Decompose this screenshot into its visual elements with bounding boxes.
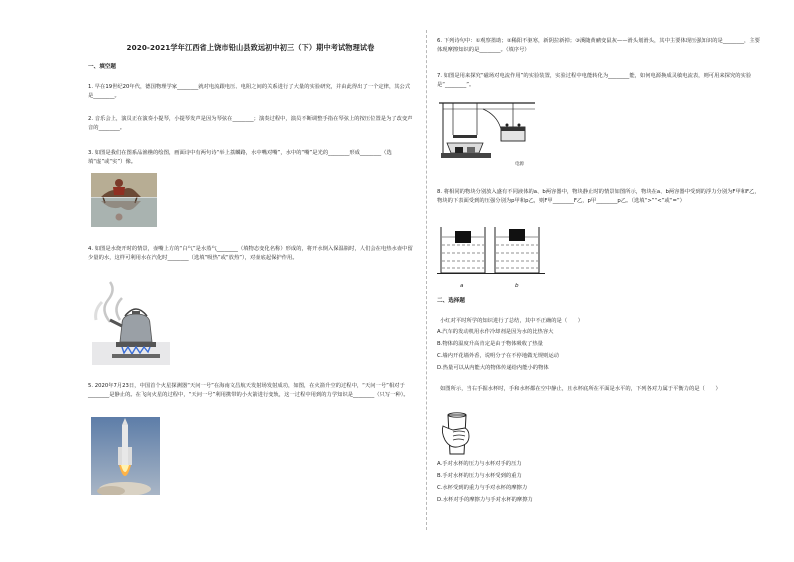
- exam-title: 2020-2021学年江西省上饶市铅山县致远初中初三（下）期中考试物理试卷: [126, 43, 375, 52]
- container-a-label: a: [460, 283, 464, 289]
- question-10: 如图所示，当右手握水杯时，手和水杯都在空中静止，且水杯底所在平面是水平的，下列各对力属于平衡力的是（ ）: [440, 386, 721, 392]
- motor-apparatus-figure: [437, 95, 537, 167]
- horse-rider-figure: [91, 173, 157, 227]
- question-9-option-a: A.汽车的发动机用水作冷却剂是因为水的比热容大: [437, 329, 554, 335]
- question-10-option-c: C.水杯受到的重力与手对水杯的摩擦力: [437, 485, 528, 491]
- buoyancy-containers-figure: [437, 223, 545, 281]
- question-10-option-a: A.手对水杯的压力与水杯对手的压力: [437, 461, 522, 467]
- question-6: 6. 下列诗句中：①观察墨助；②稀阳不驱寒，新阴拉新掉；③溪随黄鹂变鼠灰——滑头划滑头，其中主要体现压强知识的是________，主要体现摩擦知识的是________。（填序号）: [437, 38, 760, 54]
- rocket-launch-figure: [91, 417, 160, 495]
- power-source-label: 电源: [515, 162, 524, 167]
- question-9-option-d: D.热量可以从内能大的物体传递给内能小的物体: [437, 365, 549, 371]
- section-multiple-choice: 二、选择题: [437, 298, 465, 304]
- section-fill-in: 一、填空题: [88, 64, 116, 70]
- question-9: 小红对平时所学的知识进行了总结，其中不正确的是（ ）: [440, 318, 584, 324]
- question-3: 3. 如图是我们在图系品渔樵的绘图，画面诗中有两句诗“举上荔麟路，水中嘴对嘴”，水中的“嘴”是光的________形成________（选填“虚”或“实”）像。: [88, 150, 392, 166]
- column-divider: [426, 30, 427, 530]
- container-b-label: b: [515, 283, 519, 289]
- question-10-option-b: B.手对水杯的压力与水杯受到的重力: [437, 473, 522, 479]
- question-2: 2. 音乐会上，演员正在演奏小提琴，小提琴发声是因为琴弦在________；演奏过程中，演员不断调整手指在琴弦上的按压位置是为了改变声音的________。: [88, 116, 413, 132]
- question-8: 8. 将相同的物块分别放入盛有不同液体的a、b两容器中，物块静止时的情景如图所示，物块在a、b两容器中受到的浮力分别为F甲和F乙，物块的下表面受到的压强分别为p甲和p乙，则F甲________F乙，p甲________p乙。（选填“>”“<”或“=”）: [437, 189, 760, 205]
- question-9-option-c: C.墙内开花墙外香，说明分子在不停地做无规则运动: [437, 353, 559, 359]
- question-5: 5. 2020年7月23日，中国首个火星探测器“天问一号”在海南文昌航天发射场发射成功，如图，在火箭升空的过程中，“天问一号”相对于________是静止的。在飞向火星的过程中，“天问一号”利用携带的小火箭进行变轨，这一过程中用到的力学知识是________（只写一种）。: [88, 383, 409, 399]
- question-10-option-d: D.水杯对手的摩擦力与手对水杯的摩擦力: [437, 497, 533, 503]
- kettle-figure: [92, 280, 170, 365]
- hand-cup-figure: [439, 410, 477, 458]
- question-9-option-b: B.物体的温度升高肯定是由于物体吸收了热量: [437, 341, 543, 347]
- question-4: 4. 如图是水烧开时的情景，壶嘴上方的“白气”是水蒸气________（填物态变化名称）形成的，将开水倒入保温瓶时，人们会在电热水壶中留少量的水，这样可利用水在汽化时________（选填“吸热”或“放热”），对壶底起保护作用。: [88, 246, 413, 262]
- question-1: 1. 早在19世纪20年代，德国物理学家________就对电流跟电压、电阻之间的关系进行了大量的实验研究，并由此得出了一个定律，其公式是________。: [88, 84, 411, 100]
- question-7: 7. 如图是用来探究“磁场对电流作用”的实验装置，实验过程中电能转化为________能，如何电源换成灵敏电流表，则可用来探究的实验是“________”。: [437, 73, 752, 89]
